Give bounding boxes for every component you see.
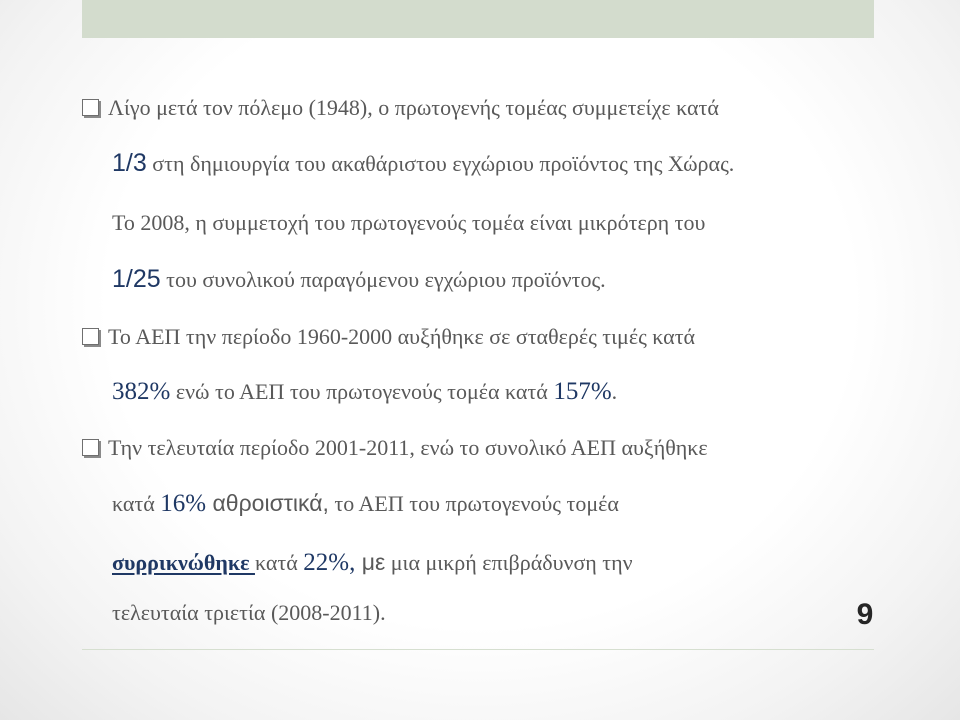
shrank-emphasis: συρρικνώθηκε — [112, 550, 255, 575]
gdp-growth-value: 382% — [112, 378, 171, 405]
share-2008-value: 1/25 — [112, 265, 161, 293]
cumulative-gdp-value: 16% — [160, 490, 207, 517]
bullet-1-line-2: 1/3 στη δημιουργία του ακαθάριστου εγχώριου προϊόντος της Χώρας. — [112, 149, 735, 177]
checkbox-bullet-icon — [82, 439, 99, 456]
footer-divider — [82, 649, 874, 650]
bullet-3-line-4: τελευταία τριετία (2008-2011). — [112, 600, 386, 625]
bullet-3-line-3: συρρικνώθηκε κατά 22%, με μια μικρή επιβράδυνση την — [112, 549, 633, 576]
bullet-1-line-4: 1/25 του συνολικού παραγόμενου εγχώριου προϊόντος. — [112, 265, 606, 293]
bullet-3-line-2: κατά 16% αθροιστικά, το ΑΕΠ του πρωτογενούς τομέα — [112, 490, 619, 517]
bullet-2-line-1: Το ΑΕΠ την περίοδο 1960-2000 αυξήθηκε σε σταθερές τιμές κατά — [82, 322, 695, 352]
primary-sector-decline-value: 22%, — [303, 549, 356, 576]
header-band — [82, 0, 874, 38]
bullet-1-line-3: Το 2008, η συμμετοχή του πρωτογενούς τομέα είναι μικρότερη του — [112, 210, 706, 235]
checkbox-bullet-icon — [82, 99, 99, 116]
checkbox-bullet-icon — [82, 328, 99, 345]
bullet-1-line-1: Λίγο μετά τον πόλεμο (1948), ο πρωτογενής τομέας συμμετείχε κατά — [82, 93, 719, 123]
share-1948-value: 1/3 — [112, 149, 147, 177]
primary-sector-growth-value: 157% — [553, 378, 612, 405]
bullet-2-line-2: 382% ενώ το ΑΕΠ του πρωτογενούς τομέα κατά 157%. — [112, 378, 618, 405]
page-number: 9 — [856, 598, 874, 631]
bullet-3-line-1: Την τελευταία περίοδο 2001-2011, ενώ το συνολικό ΑΕΠ αυξήθηκε — [82, 433, 708, 463]
